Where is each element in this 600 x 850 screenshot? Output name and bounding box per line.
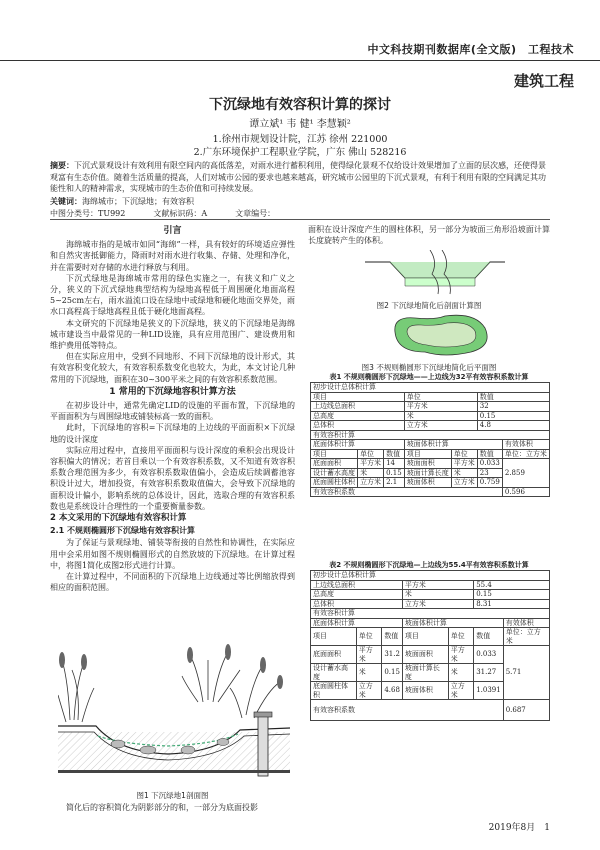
authors: 谭立斌¹ 韦 健¹ 李慧颖² (249, 119, 351, 130)
table-cell: 0.687 (503, 700, 549, 721)
table-cell: 坡面计算长度 (402, 664, 448, 682)
classification: 中图分类号：TU992 文献标识码：A 文章编号： (50, 209, 276, 218)
table-cell: 立方米 (358, 478, 384, 488)
table-cell: 数值 (474, 628, 504, 646)
page-footer: 2019年8月 1 (488, 823, 550, 833)
figure-2-caption: 图2 下沉绿地简化后剖面计算图 (376, 301, 482, 310)
table-cell: 有效容积系数 (311, 487, 503, 497)
table-cell: 米 (448, 664, 474, 682)
paragraph: 在计算过程中，不同面积的下沉绿地上边线通过等比例缩放得到相应的面积范围。 (50, 572, 295, 593)
table-2 (310, 570, 550, 721)
table-cell: 数值 (477, 449, 502, 459)
table-cell: 坡面体积计算 (402, 618, 503, 628)
table-cell: 单位 (451, 449, 477, 459)
heading-2: 2 本文采用的下沉绿地有效容积计算 (50, 513, 187, 524)
table-cell: 坡面体积 (402, 682, 448, 700)
table-cell: 立方米 (451, 478, 477, 488)
paragraph: 此时，下沉绿地的容积=下沉绿地的上边线的平面面积×下沉绿地的设计深度 (50, 423, 295, 444)
table-cell: 2.1 (384, 478, 405, 488)
table-cell: 底面面积 (311, 459, 358, 469)
figure-2-simplified-section (360, 250, 510, 295)
table-cell: 项目 (404, 449, 451, 459)
table-cell: 平方米 (451, 459, 477, 469)
paragraph: 下沉式绿地是海绵城市常用的绿色实施之一，有狭义和广义之分，狭义的下沉式绿地典型结构为绿地高程低于周围硬化地面高程5~25cm左右，雨水溢流口设在绿地中或绿地和硬化地面交界处，雨水口高程高于绿地高程且低于硬化地面高程。 (50, 273, 295, 317)
table-cell: 4.8 (477, 421, 549, 431)
table-cell: 平方米 (356, 646, 382, 664)
table-cell: 项目 (402, 628, 448, 646)
table-cell: 2.859 (502, 459, 549, 488)
table-cell: 14 (384, 459, 405, 469)
table-cell: 平方米 (358, 459, 384, 469)
table-cell: 55.4 (474, 580, 550, 590)
table-cell: 4.68 (382, 682, 403, 700)
table-cell: 米 (402, 590, 473, 600)
table-cell: 23 (477, 468, 502, 478)
affiliation-1: 1.徐州市规划设计院，江苏 徐州 221000 (212, 134, 388, 145)
paper-title: 下沉绿地有效容积计算的探讨 (209, 97, 391, 113)
table-cell: 立方米 (404, 421, 477, 431)
section-label: 建筑工程 (513, 72, 574, 90)
left-column (50, 224, 295, 594)
table-cell: 0.596 (502, 487, 549, 497)
table-cell: 5.71 (503, 646, 549, 700)
table-row (311, 580, 550, 590)
table-cell: 底面圆柱体积 (311, 478, 358, 488)
table-cell: 初步设计总体积计算 (311, 571, 550, 581)
table-cell: 坡面体积计算 (404, 440, 502, 450)
paragraph: 但在实际应用中，受到不同地形、不同下沉绿地的设计形式，其有效容积变化较大，有效容积系数变化也较大，为此，本文讨论几种常用的下沉绿地，面积在30~300平米之间的有效容积系数范围。 (50, 352, 295, 384)
table-cell: 立方米 (356, 682, 382, 700)
table-cell: 米 (451, 468, 477, 478)
table-cell: 单位 (356, 628, 382, 646)
table-cell: 米 (404, 411, 477, 421)
table-cell: 总高度 (311, 590, 403, 600)
table-cell: 数值 (382, 628, 403, 646)
table-row (311, 459, 550, 469)
table-cell: 0.759 (477, 478, 502, 488)
table-cell: 有效容积系数 (311, 700, 504, 721)
table-cell: 0.15 (382, 664, 403, 682)
table-cell: 初步设计总体积计算 (311, 383, 550, 393)
journal-name: 中文科技期刊数据库(全文版) 工程技术 (367, 43, 574, 56)
left-column-tail: 简化后的容积简化为阴影部分的和，一部分为底面投影 (66, 803, 258, 812)
table-cell: 平方米 (448, 646, 474, 664)
table-cell: 有效容积计算 (311, 609, 550, 619)
keywords: 关键词：海绵城市；下沉绿地；有效容积 (50, 197, 194, 206)
table-cell: 项目 (311, 392, 405, 402)
table-cell: 底面圆柱体积 (311, 682, 357, 700)
figure-3-plan-view (385, 312, 495, 358)
table-row (311, 421, 550, 431)
table-cell: 1.0391 (474, 682, 504, 700)
divider (50, 219, 550, 220)
paragraph: 实际应用过程中，直接用平面面积与设计深度的乘积会出现设计容积偏大的情况；若首目乘以一个有效容积系数，又不知道有效容积系数合理范围为多少，有效容积系数取值偏小，会造成后续调蓄池容积设计过大，增加投资，有效容积系数取值偏大，会导致下沉绿地的面积设计偏小，影响系统的总体设计，因此，选取合理的有效容积系数也是系统设计合理性的一个重要衡量参数。 (50, 445, 295, 511)
table-cell: 总体积 (311, 599, 403, 609)
table-row (311, 590, 550, 600)
table-cell: 31.2 (382, 646, 403, 664)
paragraph: 本文研究的下沉绿地是狭义的下沉绿地，狭义的下沉绿地是海绵城市建设当中最常见的一种LID设施，具有应用范围广、建设费用和维护费用低等特点。 (50, 318, 295, 351)
table-cell: 单位：立方米 (503, 628, 549, 646)
table-cell: 0.033 (477, 459, 502, 469)
table-cell: 0.033 (474, 646, 504, 664)
abstract: 摘要：下沉式景观设计有效利用有限空间内的高低落差，对雨水进行蓄积利用，使得绿化景观不仅给设计效果增加了立面的层次感，还使得景观富有生态价值。随着生活质量的提高，人们对城市公园的要求也越来越高，研究城市公园里的下沉式景观，有利于利用有限的空间满足其功能性和人的精神需求，实现城市的生态价值和可持续发展。 (50, 161, 546, 193)
table-2-caption: 表2 不规则椭圆形下沉绿地—上边线为55.4平有效容积系数计算 (329, 561, 529, 569)
heading-2-1: 2.1 不规则椭圆形下沉绿地有效容积计算 (50, 526, 195, 536)
table-cell: 设计蓄水高度 (311, 468, 358, 478)
running-header (0, 38, 600, 61)
table-cell: 数值 (384, 449, 405, 459)
affiliation-2: 2.广东环境保护工程职业学院，广东 佛山 528216 (193, 147, 407, 158)
table-cell: 项目 (311, 628, 357, 646)
paragraph: 为了保证与景观绿地、铺装等衔接的自然性和协调性，在实际应用中会采用如图不规则椭圆形式的自然放坡的下沉绿地。在计算过程中，将图1简化成图2形式进行计算。 (50, 538, 295, 570)
table-cell: 坡面面积 (402, 646, 448, 664)
table-cell: 总高度 (311, 411, 405, 421)
table-cell: 有效体积 (502, 440, 549, 450)
table-cell: 坡面面积 (404, 459, 451, 469)
table-cell: 32 (477, 402, 549, 412)
table-cell: 有效容积计算 (311, 430, 550, 440)
paragraph: 在初步设计中，通常先确定LID的设施的平面布置，下沉绿地的平面面积为与周围绿地或铺装标高一致的面积。 (50, 401, 295, 422)
table-cell: 31.27 (474, 664, 504, 682)
table-cell: 单位 (404, 392, 477, 402)
table-cell: 单位 (358, 449, 384, 459)
table-row (311, 646, 550, 664)
table-cell: 8.31 (474, 599, 550, 609)
table-cell: 单位：立方米 (502, 449, 549, 459)
table-cell: 底面体积计算 (311, 440, 405, 450)
table-row (311, 599, 550, 609)
table-cell: 平方米 (404, 402, 477, 412)
right-column-intro: 面积在设计深度产生的圆柱体积，另一部分为坡面三角形沿坡面计算长度旋转产生的体积。 (308, 225, 550, 246)
table-row (311, 402, 550, 412)
table-cell: 0.15 (384, 468, 405, 478)
table-cell: 上边线总面积 (311, 580, 403, 590)
table-cell: 总体积 (311, 421, 405, 431)
table-cell: 立方米 (448, 682, 474, 700)
table-cell: 单位 (448, 628, 474, 646)
paragraph: 海绵城市指的是城市如同“海绵”一样，具有较好的环境适应弹性和自然灾害抵御能力，降雨时对雨水进行收集、存储、处理和净化，并在需要时对存储的水进行释放与利用。 (50, 240, 295, 272)
table-cell: 0.15 (474, 590, 550, 600)
table-cell: 平方米 (402, 580, 473, 590)
table-cell: 设计蓄水高度 (311, 664, 357, 682)
table-cell: 坡面计算长度 (404, 468, 451, 478)
table-row (311, 411, 550, 421)
figure-1-caption: 图1 下沉绿地1剖面图 (136, 791, 209, 800)
table-1 (310, 382, 550, 497)
table-cell: 项目 (311, 449, 358, 459)
table-cell: 立方米 (402, 599, 473, 609)
table-cell: 数值 (477, 392, 549, 402)
heading-1: 1 常用的下沉绿地容积计算方法 (109, 386, 236, 397)
table-cell: 底面面积 (311, 646, 357, 664)
table-cell: 米 (356, 664, 382, 682)
heading-intro: 引言 (163, 226, 182, 236)
table-cell: 0.15 (477, 411, 549, 421)
table-cell: 有效体积 (503, 618, 549, 628)
table-cell: 坡面体积 (404, 478, 451, 488)
figure-1-section-drawing (58, 640, 290, 788)
table-cell: 米 (358, 468, 384, 478)
table-1-caption: 表1 不规则椭圆形下沉绿地——上边线为32平有效容积系数计算 (329, 373, 529, 381)
figure-3-caption: 图3 不规则椭圆形下沉绿地简化后平面图 (361, 363, 497, 372)
table-cell: 上边线总面积 (311, 402, 405, 412)
table-cell: 底面体积计算 (311, 618, 403, 628)
